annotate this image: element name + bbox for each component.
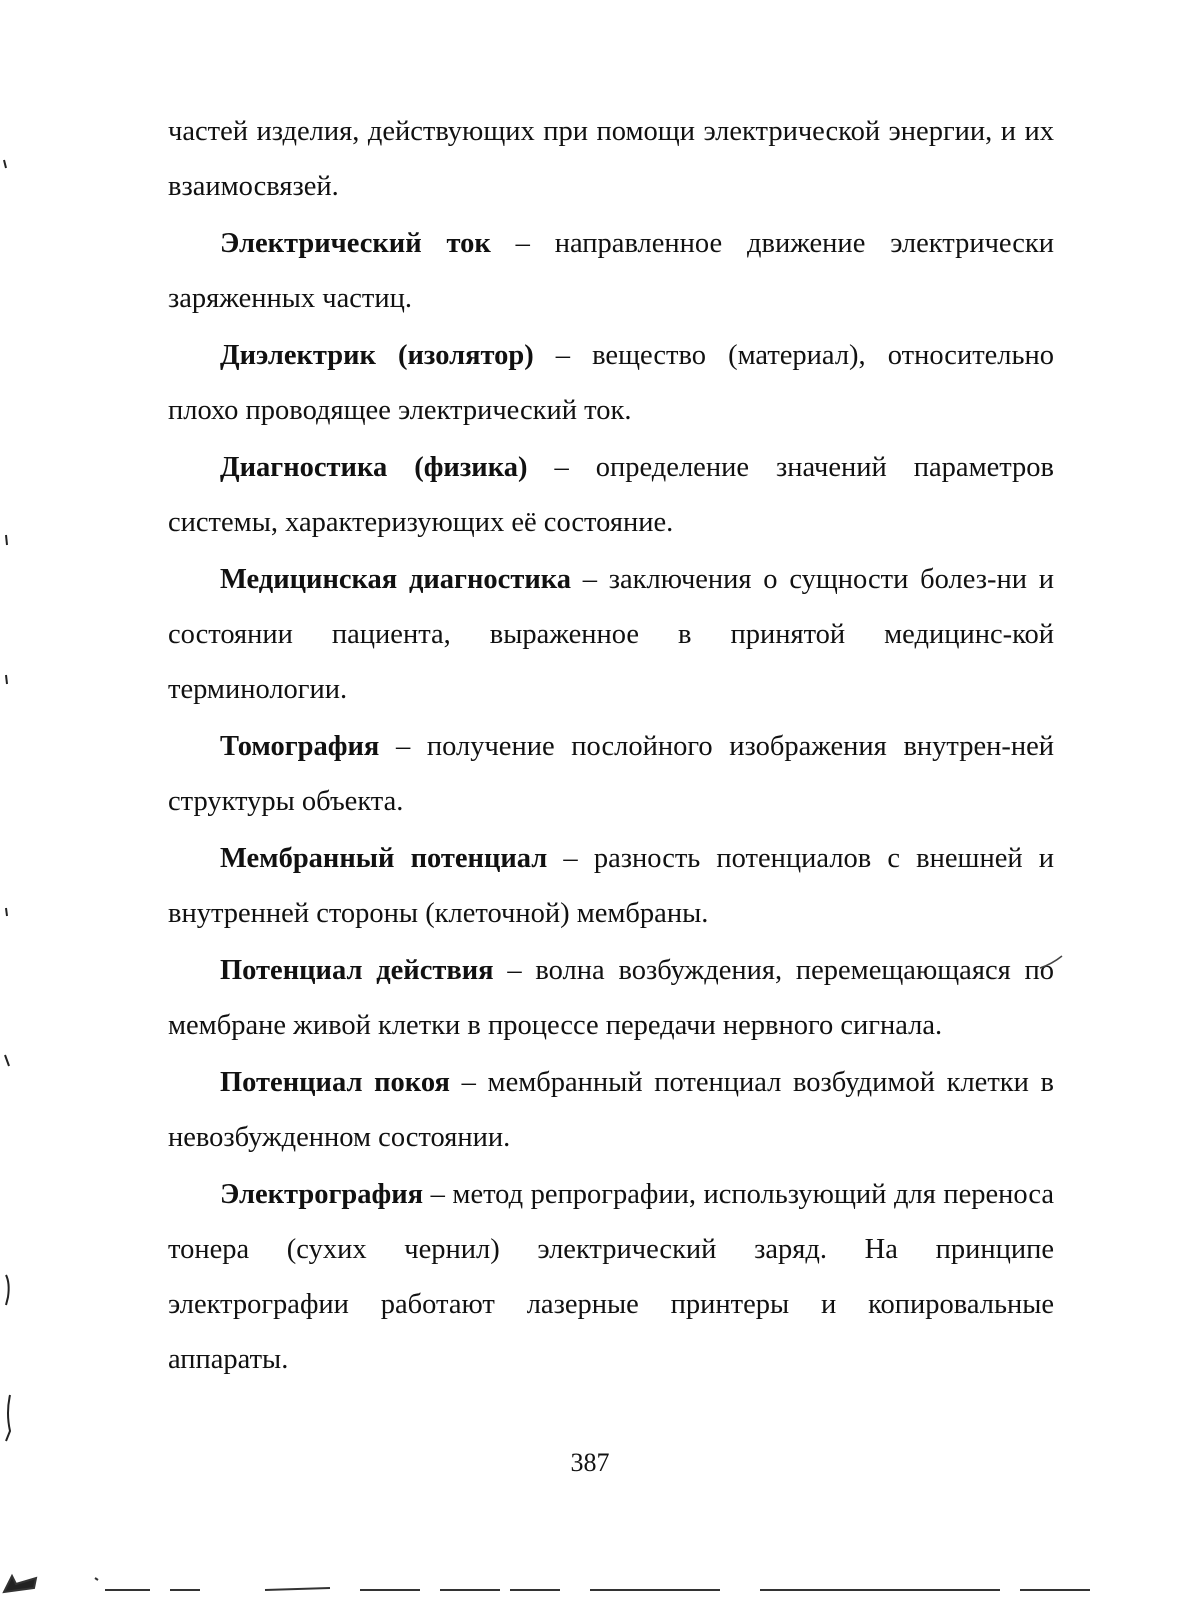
- definition-text: разность потенциалов с внешней и внутренней стороны (клеточной) мембраны.: [168, 843, 1055, 929]
- definition-term: Мембранный потенциал: [220, 843, 548, 874]
- scan-bottom-edge: [4, 1576, 1090, 1592]
- definition-term: Электрография: [220, 1179, 424, 1210]
- definition-text: метод репрографии, использующий для переноса тонера (сухих чернил) электрический заряд. На принципе электрографии работают лазерные принтеры и копировальные аппараты.: [168, 1179, 1055, 1375]
- definition-paragraph: [168, 440, 1054, 550]
- definition-text: направленное движение электрически заряженных частиц.: [168, 228, 1055, 314]
- definition-term: Потенциал покоя: [220, 1067, 450, 1098]
- page-number: 387: [570, 1448, 610, 1477]
- definition-paragraph: [168, 552, 1054, 717]
- definition-separator: –: [570, 564, 609, 595]
- definition-text: мембранный потенциал возбудимой клетки в невозбужденном состоянии.: [168, 1067, 1054, 1153]
- definition-separator: –: [493, 955, 536, 986]
- definition-term: Потенциал действия: [220, 955, 494, 986]
- definition-term: Медицинская диагностика: [220, 564, 571, 595]
- definition-separator: –: [423, 1179, 453, 1210]
- scan-margin-marks: [4, 160, 10, 1441]
- definition-text: получение послойного изображения внутрен-ней структуры объекта.: [168, 731, 1054, 817]
- definition-separator: –: [533, 340, 593, 371]
- definition-separator: –: [490, 228, 555, 259]
- definition-paragraph: [168, 943, 1054, 1053]
- document-page: [168, 104, 1054, 1387]
- definition-text: заключения о сущности болез-ни и состоянии пациента, выраженное в принятой медицинс-кой терминологии.: [168, 564, 1054, 705]
- definition-term: Диагностика (физика): [220, 452, 528, 483]
- definition-term: Томография: [220, 731, 380, 762]
- definition-paragraph: [168, 216, 1054, 326]
- definition-paragraph: [168, 831, 1054, 941]
- definition-separator: –: [527, 452, 596, 483]
- definition-term: Электрический ток: [220, 228, 491, 259]
- definition-text: определение значений параметров системы, характеризующих её состояние.: [168, 452, 1055, 538]
- definition-paragraph: [168, 719, 1054, 829]
- definition-separator: –: [449, 1067, 488, 1098]
- definition-separator: –: [547, 843, 594, 874]
- definition-term: Диэлектрик (изолятор): [220, 340, 534, 371]
- definition-paragraph: [168, 1167, 1054, 1387]
- definition-text: вещество (материал), относительно плохо проводящее электрический ток.: [168, 340, 1055, 426]
- definition-paragraph: [168, 1055, 1054, 1165]
- intro-text: частей изделия, действующих при помощи электрической энергии, и их взаимосвязей.: [168, 116, 1054, 202]
- definition-paragraph: [168, 328, 1054, 438]
- definition-separator: –: [379, 731, 427, 762]
- definition-text: волна возбуждения, перемещающаяся по мембране живой клетки в процессе передачи нервного сигнала.: [168, 955, 1054, 1041]
- intro-paragraph: [168, 104, 1054, 214]
